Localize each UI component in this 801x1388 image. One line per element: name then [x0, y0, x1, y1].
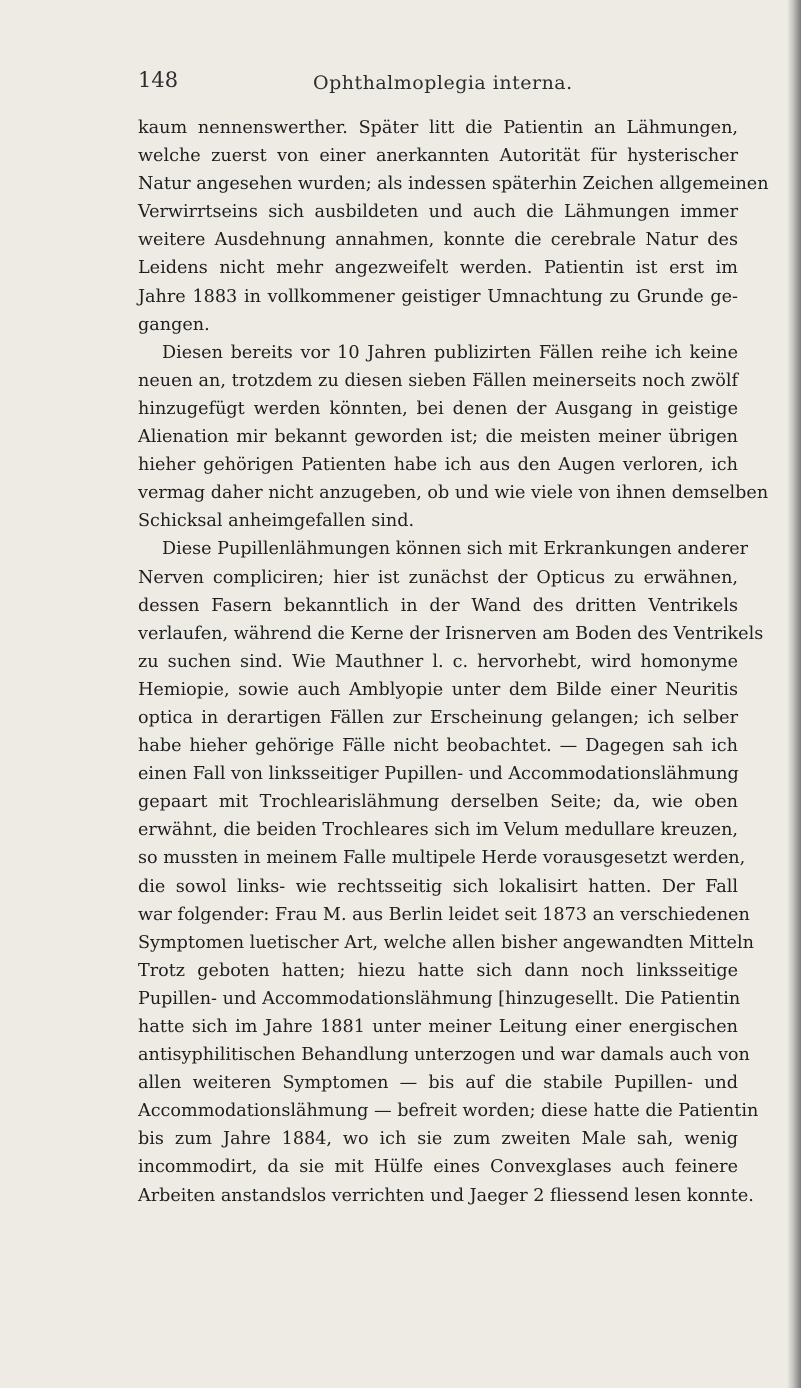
- text-line: gangen.: [138, 314, 210, 335]
- text-line: zu suchen sind. Wie Mauthner l. c. hervorhebt, wird homonyme: [138, 651, 738, 672]
- page-header: [138, 68, 658, 98]
- text-line: Natur angesehen wurden; als indessen späterhin Zeichen allgemeinen: [138, 174, 769, 195]
- text-line: erwähnt, die beiden Trochleares sich im Velum medullare kreuzen,: [138, 820, 738, 841]
- page-edge-shadow: [787, 0, 801, 1388]
- text-line: kaum nennenswerther. Später litt die Patientin an Lähmungen,: [138, 118, 738, 138]
- text-line: Schicksal anheimgefallen sind.: [138, 511, 415, 532]
- text-line: Diese Pupillenlähmungen können sich mit Erkrankungen anderer: [162, 539, 749, 560]
- text-line: neuen an, trotzdem zu diesen sieben Fällen meinerseits noch zwölf: [138, 370, 738, 391]
- page-number: 148: [138, 68, 179, 92]
- text-line: war folgender: Frau M. aus Berlin leidet seit 1873 an verschiedenen: [138, 904, 750, 925]
- text-line: die sowol links- wie rechtsseitig sich lokalisirt hatten. Der Fall: [138, 876, 738, 897]
- text-line: welche zuerst von einer anerkannten Autorität für hysterischer: [138, 146, 738, 167]
- text-line: incommodirt, da sie mit Hülfe eines Convexglases auch feinere: [138, 1157, 738, 1178]
- text-line: Arbeiten anstandslos verrichten und Jaeger 2 fliessend lesen konnte.: [138, 1185, 754, 1206]
- body-text: [138, 114, 769, 1210]
- text-line: gepaart mit Trochlearislähmung derselben Seite; da, wie oben: [138, 792, 738, 813]
- text-line: Nerven compliciren; hier ist zunächst der Opticus zu erwähnen,: [138, 567, 738, 588]
- text-line: so mussten in meinem Falle multipele Herde vorausgesetzt werden,: [138, 848, 746, 869]
- text-line: Accommodationslähmung — befreit worden; diese hatte die Patientin: [138, 1101, 759, 1122]
- text-line: vermag daher nicht anzugeben, ob und wie viele von ihnen demselben: [138, 483, 769, 504]
- running-title: Ophthalmoplegia interna.: [313, 72, 573, 94]
- text-line: Hemiopie, sowie auch Amblyopie unter dem Bilde einer Neuritis: [138, 679, 738, 700]
- text-line: Diesen bereits vor 10 Jahren publizirten Fällen reihe ich keine: [162, 342, 738, 363]
- text-line: Alienation mir bekannt geworden ist; die meisten meiner übrigen: [138, 427, 738, 448]
- text-line: hinzugefügt werden könnten, bei denen der Ausgang in geistige: [138, 398, 738, 419]
- text-line: bis zum Jahre 1884, wo ich sie zum zweiten Male sah, wenig: [138, 1129, 738, 1150]
- text-line: verlaufen, während die Kerne der Irisnerven am Boden des Ventrikels: [138, 623, 764, 644]
- text-line: antisyphilitischen Behandlung unterzogen und war damals auch von: [138, 1045, 750, 1066]
- text-line: Trotz geboten hatten; hiezu hatte sich dann noch linksseitige: [138, 960, 738, 981]
- text-line: dessen Fasern bekanntlich in der Wand des dritten Ventrikels: [138, 595, 738, 616]
- text-line: Symptomen luetischer Art, welche allen bisher angewandten Mitteln: [138, 932, 754, 953]
- text-line: habe hieher gehörige Fälle nicht beobachtet. — Dagegen sah ich: [138, 736, 738, 757]
- text-line: hieher gehörigen Patienten habe ich aus den Augen verloren, ich: [138, 455, 738, 476]
- text-line: hatte sich im Jahre 1881 unter meiner Leitung einer energischen: [138, 1017, 738, 1037]
- text-line: Jahre 1883 in vollkommener geistiger Umnachtung zu Grunde ge-: [138, 286, 738, 307]
- text-line: einen Fall von linksseitiger Pupillen- und Accommodationslähmung: [138, 764, 739, 785]
- text-line: weitere Ausdehnung annahmen, konnte die cerebrale Natur des: [138, 230, 738, 251]
- text-line: Leidens nicht mehr angezweifelt werden. Patientin ist erst im: [138, 258, 738, 279]
- text-line: optica in derartigen Fällen zur Erscheinung gelangen; ich selber: [138, 707, 738, 728]
- text-line: allen weiteren Symptomen — bis auf die stabile Pupillen- und: [138, 1073, 738, 1094]
- text-line: Pupillen- und Accommodationslähmung [hinzugesellt. Die Patientin: [138, 988, 741, 1009]
- text-line: Verwirrtseins sich ausbildeten und auch die Lähmungen immer: [138, 202, 738, 223]
